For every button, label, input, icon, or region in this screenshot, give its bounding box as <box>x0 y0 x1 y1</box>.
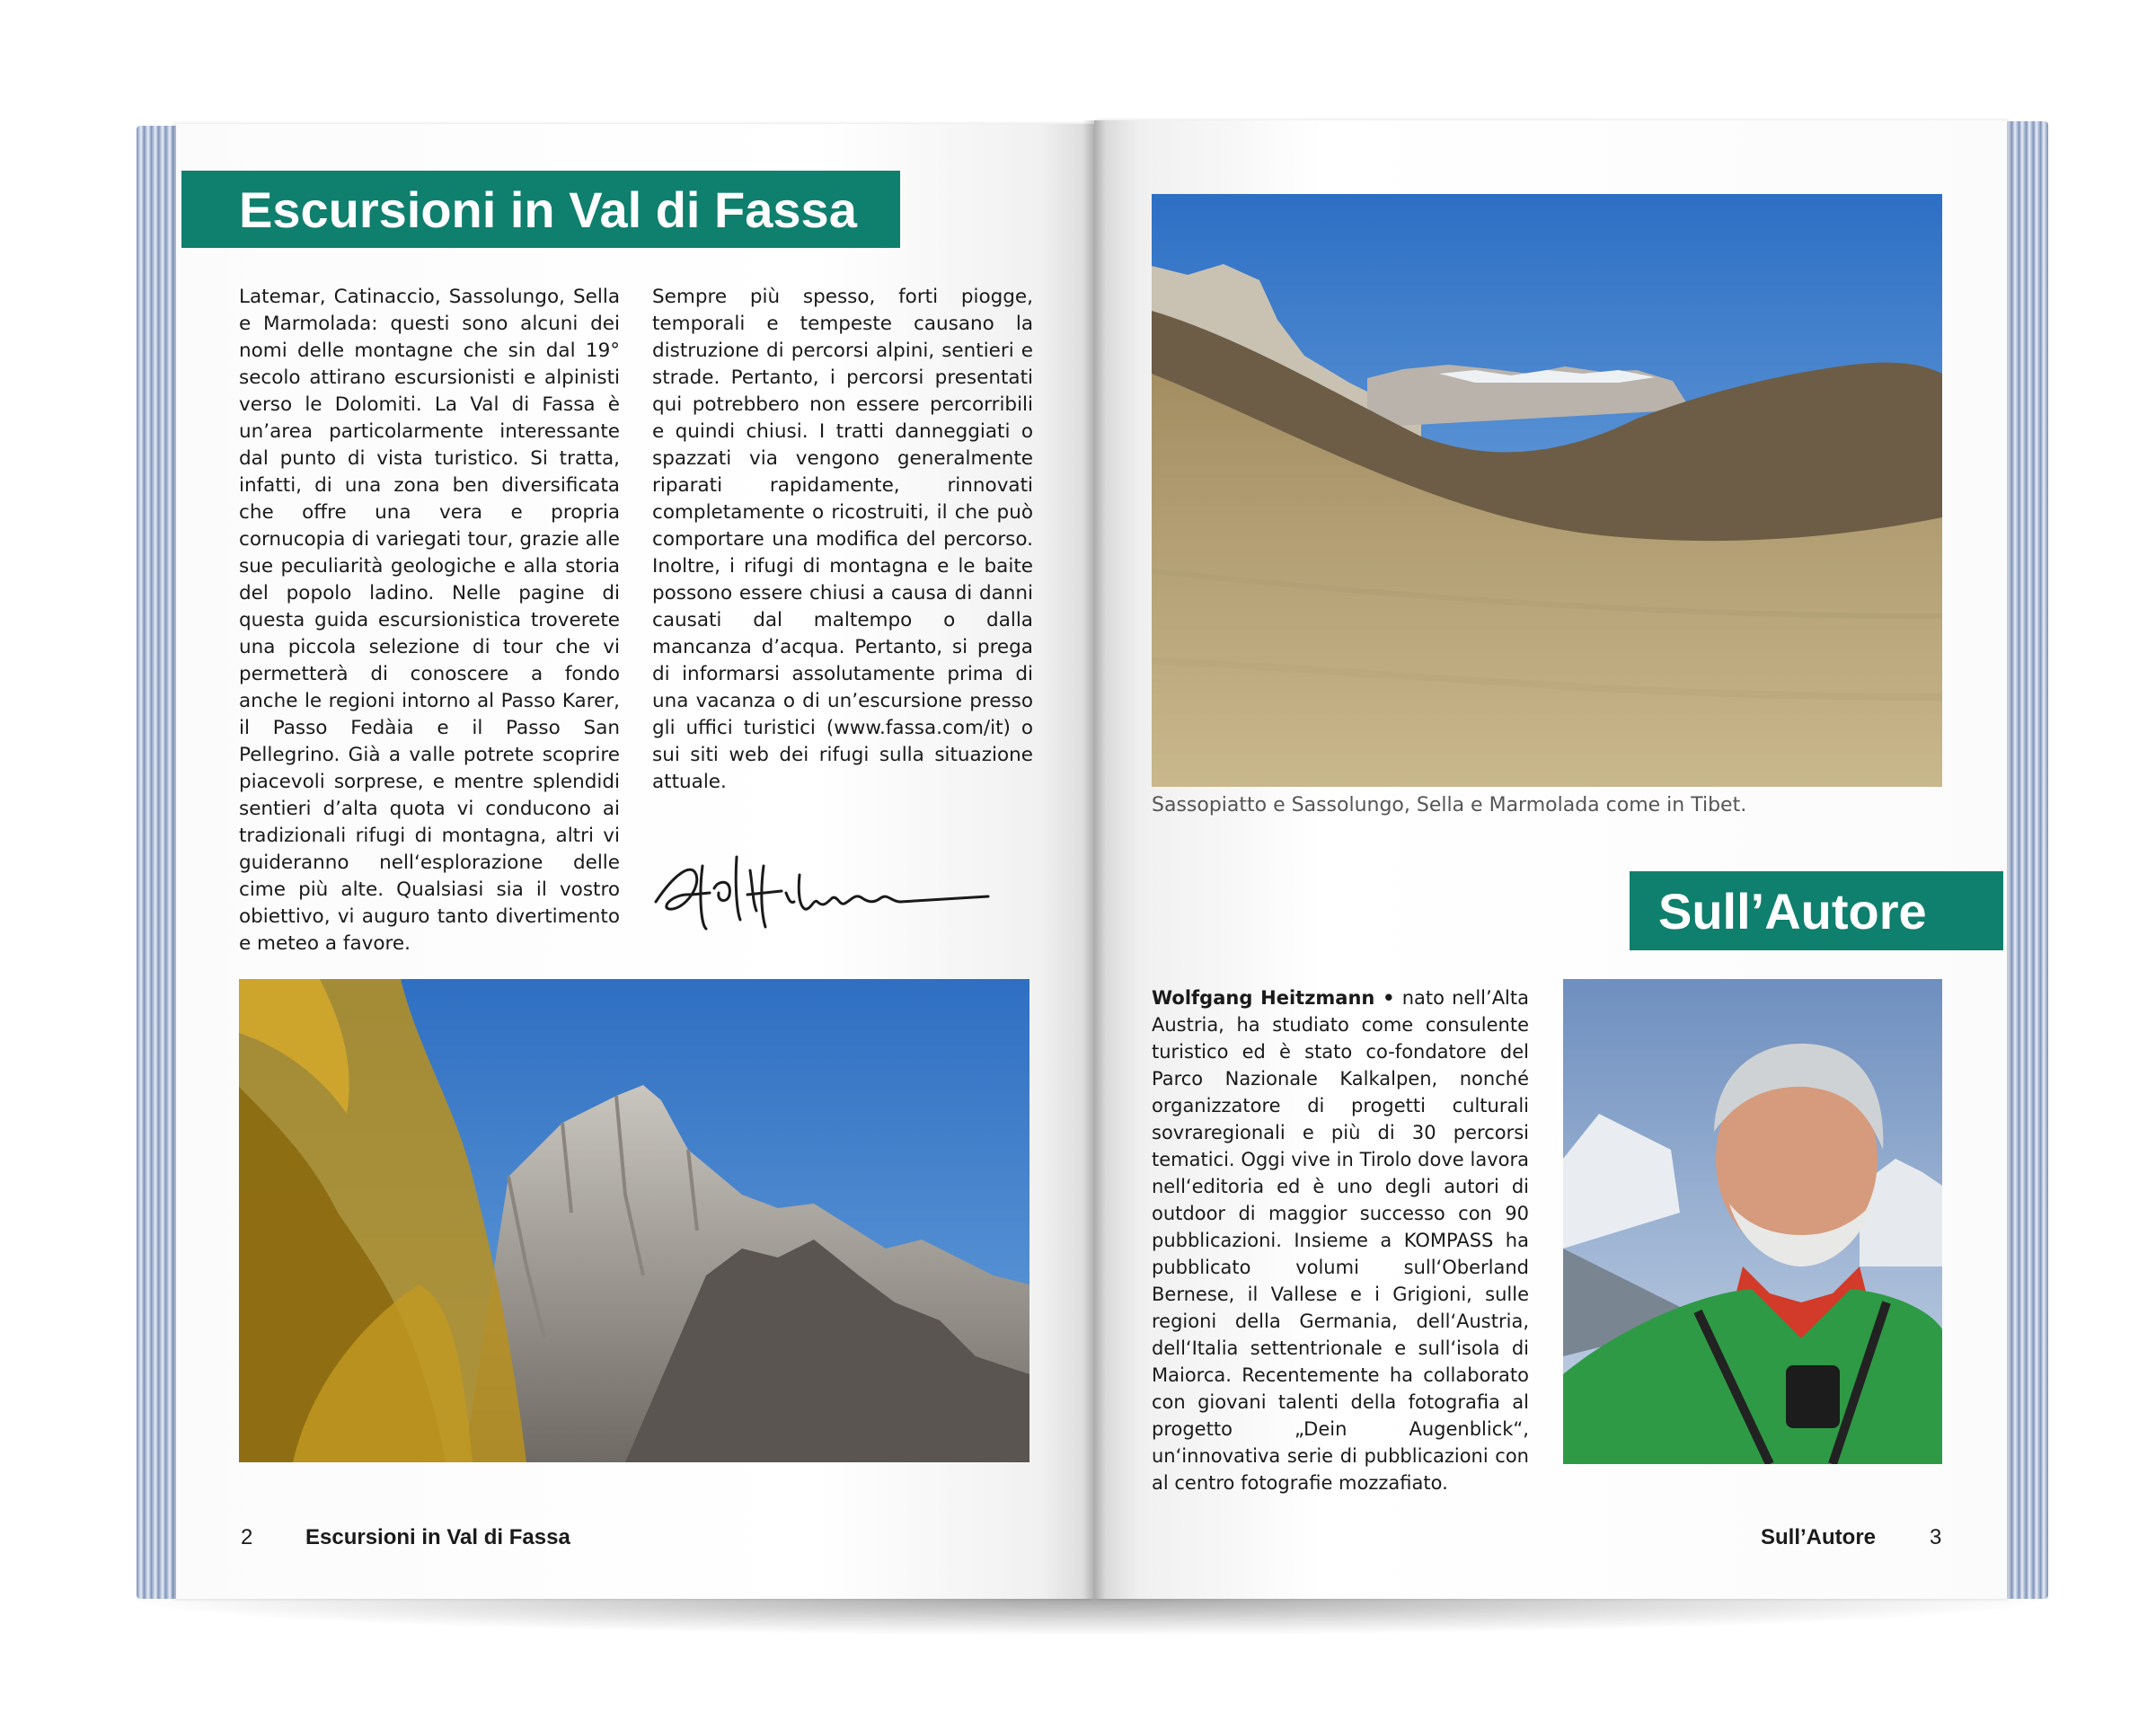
intro-text-column-2: Sempre più spesso, forti piogge, temporali e tempeste causano la distruzione di percorsi alpini, sentieri e strade. Pertanto, i percorsi presentati qui potrebbero non essere percorribili e quindi chiusi. I tratti danneggiati o spazzati via vengono generalmente riparati rapidamente, rinnovati completamente o ricostruiti, il che può comportare una modifica del percorso. Inoltre, i rifugi di montagna e le baite possono essere chiusi a causa di danni causati dal maltempo o dalla mancanza d’acqua. Pertanto, si prega di informarsi assolutamente prima di una vacanza o di un’escursione presso gli uffici turistici (www.fassa.com/it) o sui siti web dei rifugi sulla situazione attuale. <box>652 286 1033 793</box>
page-edges-left <box>137 126 180 1599</box>
page-number-right: 3 <box>1930 1525 1942 1549</box>
author-bio-text: nato nell’Alta Austria, ha studiato come consulente turistico ed è stato co-fondatore del Parco Nazionale Kalkalpen, nonché organizzatore di progetti culturali sovraregionali e più di 30 percorsi tematici. Oggi vive in Tirolo dove lavora nell‘editoria ed è uno degli autori di outdoor di maggior successo con 90 pubblicazioni. Insieme a KOMPASS ha pubblicato volumi sull‘Oberland Bernese, il Vallese e i Grigioni, sulle regioni della Germania, dell‘Austria, dell‘Italia settentrionale e sull‘isola di Maiorca. Recentemente ha collaborato con giovani talenti della fotografia al progetto „Dein Augenblick“, un‘innovativa serie di pubblicazioni con al centro fotografie mozzafiato. <box>1152 987 1529 1494</box>
running-title-right: Sull’Autore <box>1761 1525 1877 1549</box>
right-page-title-banner <box>1630 871 2003 950</box>
running-title-left: Escursioni in Val di Fassa <box>305 1525 570 1549</box>
right-page-title: Sull’Autore <box>1658 882 1927 940</box>
left-page-title-banner <box>181 171 900 248</box>
author-name: Wolfgang Heitzmann • <box>1152 987 1395 1009</box>
book-gutter <box>1082 120 1106 1599</box>
left-page-title: Escursioni in Val di Fassa <box>239 181 857 238</box>
photo-larch-mountains <box>239 979 1029 1462</box>
author-bio <box>1152 984 1529 1496</box>
intro-text-column-1: Latemar, Catinaccio, Sassolungo, Sella e Marmolada: questi sono alcuni dei nomi delle montagne che sin dal 19° secolo attirano escursionisti e alpinisti verso le Dolomiti. La Val di Fassa è un’area particolarmente interessante dal punto di vista turistico. Si tratta, infatti, di una zona ben diversificata che offre una vera e propria cornucopia di variegati tour, grazie alle sue peculiarità geologiche e alla storia del popolo ladino. Nelle pagine di questa guida escursionistica troverete una piccola selezione di tour che vi permetterà di conoscere a fondo anche le regioni intorno al Passo Karer, il Passo Fedàia e il Passo San Pellegrino. Già a valle potrete scoprire piacevoli sorprese, e mentre splendidi sentieri d’alta quota vi conducono ai tradizionali rifugi di montagna, altri vi guideranno nell‘esplorazione delle cime più alte. Qualsiasi sia il vostro obiettivo, vi auguro tanto divertimento e meteo a favore. <box>239 286 620 955</box>
photo-sassopiatto-valley <box>1152 194 1942 787</box>
page-number-left: 2 <box>241 1525 253 1549</box>
signature-icon <box>647 839 1006 938</box>
page-edges-right <box>2005 121 2048 1599</box>
author-portrait-photo <box>1563 979 1942 1464</box>
photo-caption: Sassopiatto e Sassolungo, Sella e Marmolada come in Tibet. <box>1152 794 1747 816</box>
